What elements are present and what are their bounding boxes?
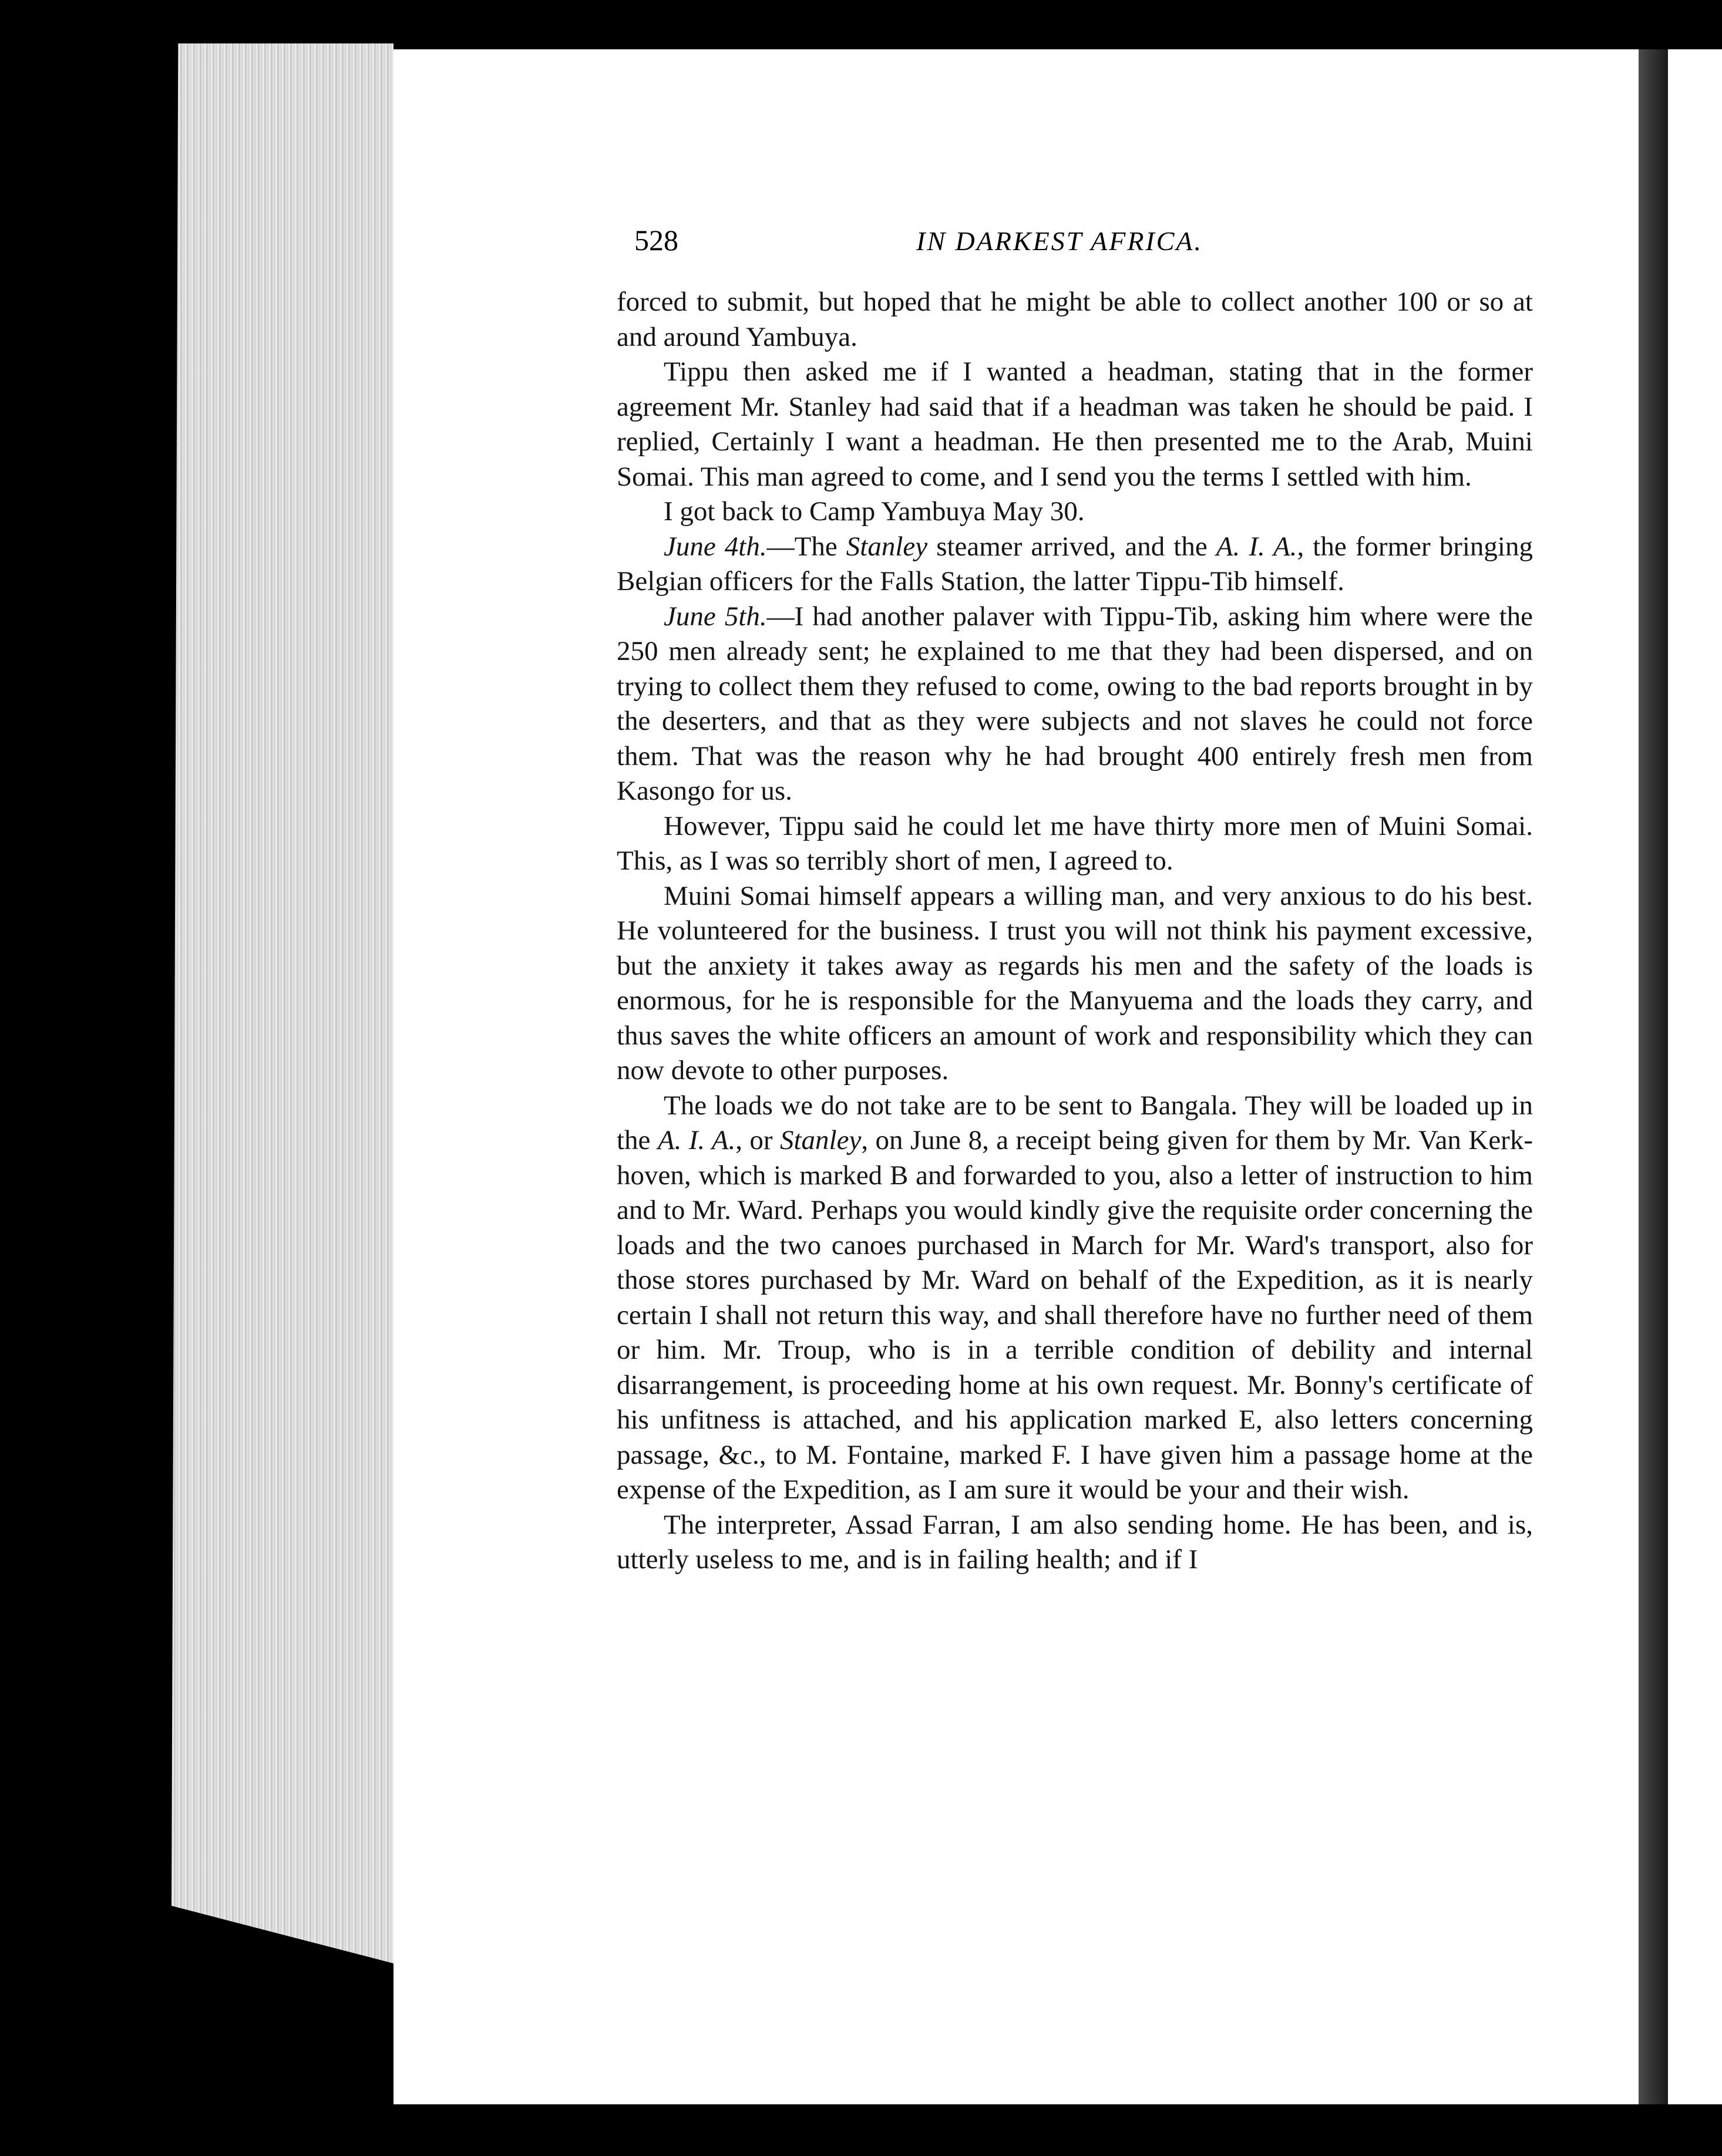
- ship-name-stanley: Stanley: [846, 531, 928, 562]
- running-head: [634, 223, 1269, 258]
- ship-name-aia-2: A. I. A.: [657, 1125, 736, 1156]
- paragraph-4: [617, 530, 1533, 599]
- paragraph-4-text-c: , the former bringing Belgian officers for the Falls Station, the latter Tippu-Tib himself.: [617, 531, 1533, 597]
- paragraph-3: I got back to Camp Yambuya May 30.: [664, 496, 1085, 527]
- paragraph-2: Tippu then asked me if I wanted a headman, stating that in the former agreement Mr. Stanley had said that if a headman was taken he should be paid. I replied, Certainly I want a headman. He then presented me to the Arab, Muini Somai. This man agreed to come, and I send you the terms I settled with him.: [617, 356, 1533, 492]
- book-page-edges: [171, 43, 393, 1963]
- page-number: 528: [634, 224, 678, 257]
- paragraph-9: The interpreter, Assad Farran, I am also sending home. He has been, and is, utterly useless to me, and is in failing health; and if I: [617, 1509, 1533, 1575]
- paragraph-7: Muini Somai himself appears a willing man, and very anxious to do his best. He volunteered for the business. I trust you will not think his payment excessive, but the anxiety it takes away as regards his men and the safety of the loads is enormous, for he is responsible for the Manyuema and the loads they carry, and thus saves the white officers an amount of work and responsibility which they can now devote to other purposes.: [617, 880, 1533, 1086]
- page-body: [617, 285, 1533, 1578]
- next-page-edge: [1668, 49, 1722, 2104]
- gutter-shadow: [1639, 49, 1668, 2104]
- paragraph-4-text-b: steamer arrived, and the: [927, 531, 1216, 562]
- paragraph-6: However, Tippu said he could let me have thirty more men of Muini Somai. This, as I was so terribly short of men, I agreed to.: [617, 810, 1533, 876]
- paragraph-8-text-b: , or: [735, 1125, 780, 1156]
- paragraph-1: forced to submit, but hoped that he might be able to collect another 100 or so at and around Yambuya.: [617, 287, 1533, 352]
- paragraph-8-text-a: The loads we do not take are to be sent to Bangala. They will be loaded up in the: [617, 1090, 1533, 1156]
- running-title: IN DARKEST AFRICA.: [916, 226, 1203, 256]
- date-june-4: June 4th.: [664, 531, 767, 562]
- paragraph-5: [617, 599, 1533, 809]
- date-june-5: June 5th.: [664, 601, 767, 632]
- paragraph-5-text: —I had another palaver with Tippu-Tib, asking him where were the 250 men already sent; he explained to me that they had been dispersed, and on trying to collect them they refused to come, owing to the bad reports brought in by the deserters, and that as they were subjects and not slaves he could not force them. That was the reason why he had brought 400 entirely fresh men from Kasongo for us.: [617, 601, 1533, 806]
- ship-name-stanley-2: Stanley: [780, 1125, 862, 1156]
- paragraph-8-text-c: , on June 8, a receipt being given for them by Mr. Van Kerk-hoven, which is marked B and forwarded to you, also a letter of instruction to him and to Mr. Ward. Perhaps you would kindly give the requisite order concerning the loads and the two canoes purchased in March for Mr. Ward's transport, also for those stores purchased by Mr. Ward on behalf of the Expedition, as it is nearly certain I shall not return this way, and shall therefore have no further need of them or him. Mr. Troup, who is in a terrible condition of debility and internal disarrangement, is proceeding home at his own request. Mr. Bonny's certificate of his unfitness is attached, and his application marked E, also letters concerning passage, &c., to M. Fontaine, marked F. I have given him a passage home at the expense of the Expedition, as I am sure it would be your and their wish.: [617, 1125, 1533, 1505]
- ship-name-aia: A. I. A.: [1216, 531, 1297, 562]
- paragraph-8: [617, 1089, 1533, 1508]
- paragraph-4-text-a: —The: [766, 531, 846, 562]
